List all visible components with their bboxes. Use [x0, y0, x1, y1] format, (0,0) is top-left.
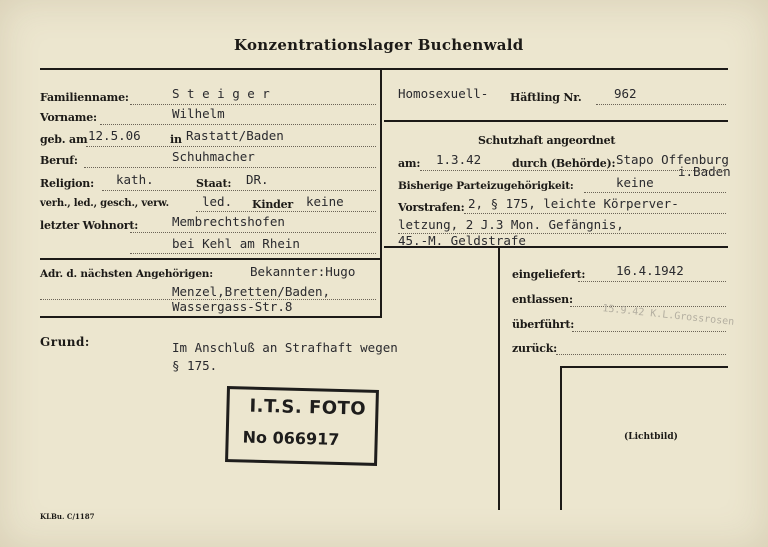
schutzhaft-am-label: am: — [398, 157, 421, 170]
grund-label: Grund: — [40, 335, 90, 349]
staat-label: Staat: — [196, 177, 232, 190]
vorstrafen-value-1: 2, § 175, leichte Körperver- — [468, 196, 679, 211]
right-rule-1 — [384, 120, 728, 122]
beruf-dotline — [84, 167, 376, 168]
vorname-label: Vorname: — [40, 111, 97, 124]
stamp-line-1: I.T.S. FOTO — [249, 395, 367, 420]
dates-divider — [498, 248, 500, 510]
eingeliefert-value: 16.4.1942 — [616, 263, 684, 278]
partei-label: Bisherige Parteizugehörigkeit: — [398, 180, 574, 192]
photo-box-left — [560, 366, 562, 510]
schutzhaft-heading: Schutzhaft angeordnet — [478, 134, 616, 147]
wohnort-value-1: Membrechtshofen — [172, 214, 285, 229]
entlassen-dotline — [570, 306, 726, 307]
schutzhaft-durch-value-1: Stapo Offenburg — [616, 152, 729, 167]
vorstrafen-value-2: letzung, 2 J.3 Mon. Gefängnis, — [398, 217, 624, 232]
schutzhaft-durch-label: durch (Behörde): — [512, 157, 616, 170]
grund-text-2: § 175. — [172, 358, 218, 373]
familienname-label: Familienname: — [40, 91, 129, 104]
card-title: Konzentrationslager Buchenwald — [234, 36, 524, 54]
ueberfuehrt-label: überführt: — [512, 318, 575, 331]
haeftling-dotline — [596, 104, 726, 105]
stand-label: verh., led., gesch., verw. — [40, 198, 169, 209]
schutzhaft-am-value: 1.3.42 — [436, 152, 482, 167]
ueberfuehrt-dotline — [572, 331, 726, 332]
photo-box-top — [560, 366, 728, 368]
partei-dotline — [584, 192, 726, 193]
eingeliefert-label: eingeliefert: — [512, 268, 586, 281]
haeftling-nr-value: 962 — [614, 86, 637, 101]
beruf-value: Schuhmacher — [172, 149, 255, 164]
schutzhaft-durch-value-2: i.Baden — [678, 164, 731, 179]
ueberfuehrt-faded-stamp: 15.9.42 K.L.Grossrosen — [601, 303, 735, 328]
stand-dotline — [196, 211, 376, 212]
zurueck-label: zurück: — [512, 342, 558, 355]
vorname-value: Wilhelm — [172, 106, 225, 121]
zurueck-dotline — [556, 354, 726, 355]
beruf-label: Beruf: — [40, 154, 78, 167]
angehoerige-value-2: Menzel,Bretten/Baden, — [172, 284, 331, 299]
partei-value: keine — [616, 175, 654, 190]
vorstrafen-dotline-1 — [464, 213, 726, 214]
religion-label: Religion: — [40, 177, 94, 190]
kinder-value: keine — [306, 194, 344, 209]
schutzhaft-am-dotline — [420, 170, 726, 171]
haeftling-kategorie: Homosexuell- — [398, 86, 489, 101]
grund-text-1: Im Anschluß an Strafhaft wegen — [172, 340, 398, 355]
haeftling-nr-label: Häftling Nr. — [510, 91, 582, 104]
familienname-value: S t e i g e r — [172, 86, 270, 101]
form-code: KLBu. C/1187 — [40, 512, 95, 521]
stamp-line-2: No 066917 — [242, 427, 340, 449]
lichtbild-label: (Lichtbild) — [624, 432, 678, 442]
angehoerige-label: Adr. d. nächsten Angehörigen: — [40, 268, 213, 280]
its-foto-stamp — [225, 386, 379, 466]
vorstrafen-label: Vorstrafen: — [398, 201, 465, 214]
angehoerige-value-3: Wassergass-Str.8 — [172, 299, 293, 314]
entlassen-label: entlassen: — [512, 293, 573, 306]
religion-value: kath. — [116, 172, 154, 187]
top-rule — [40, 68, 728, 70]
religion-dotline — [102, 190, 376, 191]
eingeliefert-dotline — [578, 281, 726, 282]
in-label: in — [170, 133, 182, 146]
wohnort-value-2: bei Kehl am Rhein — [172, 236, 300, 251]
familienname-dotline — [130, 104, 376, 105]
wohnort-label: letzter Wohnort: — [40, 219, 139, 232]
angehoerige-value-1: Bekannter:Hugo — [250, 264, 356, 279]
left-box-right-edge — [380, 68, 382, 318]
staat-value: DR. — [246, 172, 269, 187]
kinder-label: Kinder — [252, 198, 294, 211]
geb-dotline — [86, 146, 376, 147]
vorname-dotline — [100, 124, 376, 125]
left-box-bottom-rule — [40, 316, 382, 318]
geb-am-label: geb. am — [40, 133, 88, 146]
stand-value: led. — [202, 194, 233, 209]
geb-am-value: 12.5.06 — [88, 128, 141, 143]
left-box-mid-rule — [40, 258, 382, 260]
wohnort-dotline-2 — [130, 253, 376, 254]
vorstrafen-value-3: 45.-M. Geldstrafe — [398, 233, 526, 248]
geburtsort-value: Rastatt/Baden — [186, 128, 284, 143]
wohnort-dotline-1 — [130, 232, 376, 233]
